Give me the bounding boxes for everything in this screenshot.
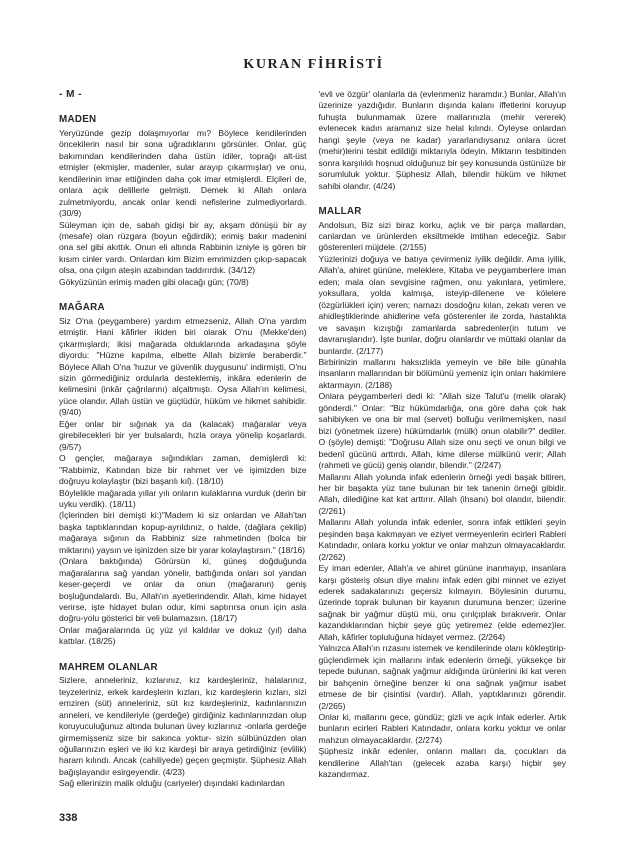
verse-paragraph: Mallarını Allah yolunda infak edenlerin örneği yedi başak bitiren, her bir başakta yüz tane bulunan bir tek tanenin örneği gibidir. Allah, dilediğine kat kat arttırır. Allah (ihsanı) bol olandır, bilendir. (2/261) xyxy=(318,471,566,516)
verse-paragraph: Yüzlerinizi doğuya ve batıya çevirmeniz iyilik değildir. Ama iyilik, Allah'a, ahiret gününe, meleklere, Kitaba ve peygamberlere iman eden; mala olan sevgisine rağmen, onu yakınlara, yetimlere, yoksullara, yolda kalmışa, isteyip-dilenene ve kölelere (özgürlükleri için) veren; namazı dosdoğru kılan, zekatı veren ve ahidleştiklerinde ahidlerine vefa gösterenler ile zorda, hastalıkta ve savaşın kızıştığı zamanlarda sabredenler(in tutum ve davranışlarıdır). İşte bunlar, doğru olanlardır ve müttaki olanlar da bunlardır. (2/177) xyxy=(318,253,566,356)
left-column xyxy=(59,89,307,790)
page-header-title: KURAN FİHRİSTİ xyxy=(243,57,384,72)
section-heading: MAĞARA xyxy=(59,302,105,314)
verse-paragraph: Onlar mağaralarında üç yüz yıl kaldılar ve dokuz (yıl) daha kattılar. (18/25) xyxy=(59,624,307,647)
verse-paragraph: Gökyüzünün erimiş maden gibi olacağı gün; (70/8) xyxy=(59,276,249,287)
verse-paragraph: Yalnızca Allah'ın rızasını istemek ve kendilerinde olanı kökleştirip- güçlendirmek için mallarını infak edenlerin örneği, yüksekçe bir tepede bulunan, sağnak yağmur aldığında ürünlerini iki kat veren bir bahçenin örneğine benzer ki ona sağnak yağmur isabet etmese de bir çisintisi (vardır). Allah, yaptıklarınızı görendir. (2/265) xyxy=(318,643,566,711)
verse-paragraph: Mallarını Allah yolunda infak edenler, sonra infak ettikleri şeyin peşinden başa kakmayan ve eziyet vermeyenlerin ecirleri Rableri Katındadır, onlara korku yoktur ve onlar mahzun olmayacaklardır. (2/262) xyxy=(318,517,566,562)
verse-paragraph: 'evli ve özgür' olanlarla da (evlenmeniz haramdır.) Bunlar, Allah'ın üzerinize yazdığıdır. Bunların dışında kalanı iffetlerini koruyup fuhuşta bulunmamak üzere mallarınızla (mehir vererek) evlenecek kadın aramanız size helal kılındı. Öyleyse onlardan hangi şeyle (veya ne kadar) yararlandıysanız onlara ücret (mehir)lerini tesbit edildiği miktarıyla ödeyin. Miktarın tesbitinden sonra karşılıklı hoşnud olduğunuz bir şey konusunda üstünüze bir sorumluluk yoktur. Şüphesiz Allah, bilendir hüküm ve hikmet sahibi olandır. (4/24) xyxy=(318,89,566,191)
verse-paragraph: Siz O'na (peygambere) yardım etmezseniz, Allah O'na yardım etmiştir. Hani kâfirler ikiden biri olarak O'nu (Mekke'den) çıkarmışlardı; ikisi mağarada olduklarında arkadaşına şöyle diyordu: "Hüzne kapılma, elbette Allah bizimle beraberdir." Böylece Allah O'na 'huzur ve güvenlik duygusunu' indirmişti, O'nu sizin görmediğiniz ordularla desteklemiş, inkâra edenlerin de kelimesini (inkâr çağrılarını) alçaltmıştı. Oysa Allah'ın kelimesi, yüce olandır. Allah üstün ve güçlüdür, hüküm ve hikmet sahibidir. (9/40) xyxy=(59,315,307,418)
section-heading: MAHREM OLANLAR xyxy=(59,661,158,673)
verse-paragraph: Onlar ki, mallarını gece, gündüz; gizli ve açık infak ederler. Artık bunların ecirleri Rableri Katındadır, onlara korku yoktur ve onlar mahzun olmayacaklardır. (2/274) xyxy=(318,712,566,745)
verse-paragraph: Sizlere, anneleriniz, kızlarınız, kız kardeşleriniz, halalarınız, teyzeleriniz, erkek kardeşlerin kızları, kız kardeşlerin kızları, sizi emziren (süt) anneleriniz, süt kız kardeşleriniz, kadınlarınızın anneleri, ve kendileriyle (gerdeğe) girdiğiniz kadınlarınızdan olup koruyuculuğunuz altında bulunan üvey kızlarınız -onlarla gerdeğe girmemişseniz size bir sakınca yoktur- sizin sülbünüzden olan oğullarınızın eşleri ve iki kız kardeşi bir araya getirdiğiniz (evlilik) haram kılındı. Ancak (cahiliyede) geçen geçmiştir. Şüphesiz Allah bağışlayandır esirgeyendir. (4/23) xyxy=(59,675,307,777)
text-columns xyxy=(59,89,566,790)
verse-paragraph: Şüphesiz inkâr edenler, onların malları da, çocukları da kendilerine Allah'tan (gelecek azaba karşı) hiçbir şey kazandırmaz. xyxy=(318,746,566,780)
verse-paragraph: (İçlerinden biri demişti ki:)"Madem ki siz onlardan ve Allah'tan başka taptıklarından kopup-ayrıldınız, o halde, (dağlara çekilip) mağaraya sığının da Rabbiniz size rahmetinden (bolca bir miktarını) yaysın ve işinizden size bir yarar kolaylaştırsın." (18/16) xyxy=(59,510,307,555)
page-number: 338 xyxy=(59,812,78,824)
verse-paragraph: Andolsun, Biz sizi biraz korku, açlık ve bir parça mallardan, canlardan ve ürünlerden eksiltmekle imtihan edeceğiz. Sabır gösterenleri müjdele. (2/155) xyxy=(318,219,566,253)
verse-paragraph: Yeryüzünde gezip dolaşmıyorlar mı? Böylece kendilerinden öncekilerin nasıl bir sona uğradıklarını görsünler. Onlar, güç bakımından kendilerinden daha üstün idiler, toprağı alt-üst etmişler (ekmişler, madenler, sular arayıp çıkarmışlar) ve onu, kendilerinin imar ettiğinden daha çok imar etmişlerdi. Elçileri de, onlara açık delillerle gelmişti. Demek ki Allah onlara zulmetmiyordu, ancak onlar kendi nefislerine zulmediyorlardı. (30/9) xyxy=(59,127,307,219)
left-column-content xyxy=(59,114,307,789)
section-heading: MALLAR xyxy=(318,206,362,218)
verse-paragraph: Sağ ellerinizin malik olduğu (cariyeler) dışındaki kadınlardan xyxy=(59,778,285,789)
verse-paragraph: Süleyman için de, sabah gidişi bir ay, akşam dönüşü bir ay (mesafe) olan rüzgara (boyun eğdirdik); erimiş bakır madenini ona sel gibi akıttık. Onun eli altında Rabbinin izniyle iş gören bir kısım cinler vardı. Onlardan kim Bizim emrimizden çıkıp-sapacak olsa, ona çılgın ateşin azabından taddırırdık. (34/12) xyxy=(59,219,307,276)
verse-paragraph: O gençler, mağaraya sığındıkları zaman, demişlerdi ki: "Rabbimiz, Katından bize bir rahmet ver ve işimizden bize doğruyu kolaylaştır (bizi başarılı kıl). (18/10) xyxy=(59,453,307,487)
verse-paragraph: (Onlara baktığında) Görürsün ki, güneş doğduğunda mağaralarına sağ yandan yönelir, battığında onları sol yandan keser-geçerdi ve onlar da onun (mağaranın) geniş boşluğundalardı. Bu, Allah'ın ayetlerindendir. Allah, kime hidayet verirse, işte hidayet bulan odur, kimi saptırırsa onun için asla doğru-yolu gösterici bir veli bulamazsın. (18/17) xyxy=(59,556,307,624)
section-heading: MADEN xyxy=(59,114,97,126)
section-letter-marker: - M - xyxy=(59,89,83,100)
verse-paragraph: Onlara peygamberleri dedi ki: "Allah size Talut'u (melik olarak) gönderdi." Onlar: "Biz hükümdarlığa, ona göre daha çok hak sahibiyken ve ona bir mal (servet) bolluğu verilmemişken, nasıl bizi (yönetmek üzere) hükümdarlık (mülk) onun olabilir?" dediler. O (şöyle) demişti: "Doğrusu Allah size onu seçti ve onun bilgi ve bedenî gücünü arttırdı. Allah, kime dilerse mülkünü verir; Allah (rahmeti ve gücü) geniş olandır, bilendir." (2/247) xyxy=(318,391,566,471)
right-column-content xyxy=(319,89,567,781)
verse-paragraph: Eğer onlar bir sığınak ya da (kalacak) mağaralar veya girebilecekleri bir yer bulsalardı, hızla oraya yönelip koşarlardı. (9/57) xyxy=(59,418,307,452)
verse-paragraph: Ey iman edenler, Allah'a ve ahiret gününe inanmayıp, insanlara karşı gösteriş olsun diye malını infak eden gibi minnet ve eziyet ederek sadakalarınızı geçersiz kılmayın. Böylesinin durumu, üzerinde toprak bulunan bir kayanın durumuna benzer; üzerine sağnak bir yağmur düştü mü, onu çırılçıplak bırakıverir. Onlar kazandıklarından hiçbir şeye güç yetiremez (elde edemez)ler. Allah, kâfirler topluluğuna hidayet vermez. (2/264) xyxy=(318,563,566,642)
verse-paragraph: Birbirinizin mallarını haksızlıkla yemeyin ve bile bile günahla insanların mallarından bir bölümünü yemeniz için onları hakimlere aktarmayın. (2/188) xyxy=(318,356,566,390)
right-column xyxy=(319,89,567,790)
verse-paragraph: Böylelikle mağarada yıllar yılı onların kulaklarına vurduk (derin bir uyku verdik). (18/11) xyxy=(59,487,307,509)
